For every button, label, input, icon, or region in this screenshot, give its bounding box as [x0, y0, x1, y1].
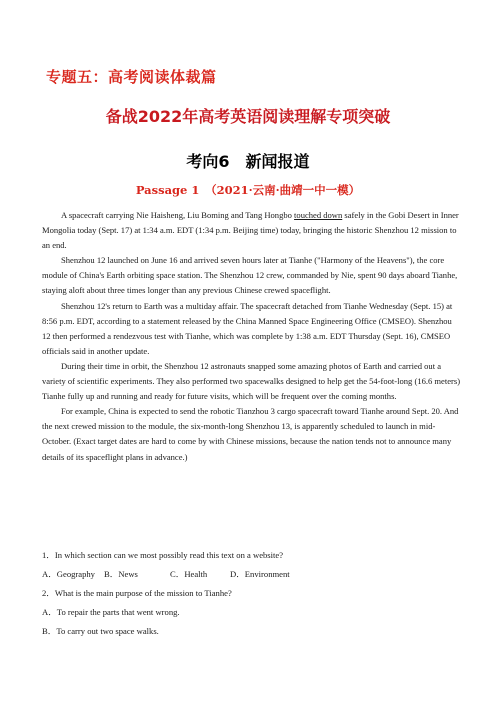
main-title: 备战2022年高考英语阅读理解专项突破 [105, 107, 391, 126]
article-paragraph-4: During their time in orbit, the Shenzhou 12 astronauts snapped some amazing photos of Earth and carried out a variety of scientific experiments. They also performed two spacewalks designed to help get the 54-foot-long (16.6 meters) Tianhe fully up and running and ready for future visits, which will be frequent over the coming months. [42, 360, 461, 402]
q2-option-b: B．To carry out two space walks. [42, 626, 159, 636]
q1-option-c: C．Health [170, 569, 208, 579]
article-paragraph-3: Shenzhou 12's return to Earth was a multiday affair. The spacecraft detached from Tianhe Wednesday (Sept. 15) at 8:56 p.m. EDT, according to a statement released by the China Manned Space Engineering Office (CMSEO). Shenzhou 12 then performed a rendezvous test with Tianhe, which was complete by 1:38 a.m. EDT Thursday (Sept. 16), CMSEO officials said in another update. [42, 300, 453, 356]
q2-option-a: A．To repair the parts that went wrong. [42, 607, 180, 617]
section-subtitle: 考向6 新闻报道 [186, 152, 310, 171]
topic-heading: 专题五：高考阅读体裁篇 [46, 68, 217, 86]
article-paragraph-5: For example, China is expected to send the robotic Tianzhou 3 cargo spacecraft toward Tianhe around Sept. 20. And the next crewed mission to the module, the six-month-long Shenzhou 13, is apparently scheduled to launch in mid-October. (Exact target dates are hard to come by with Chinese missions, because the nation tends not to announce many details of its spaceflight plans in advance.) [42, 406, 459, 462]
question-1: 1．In which section can we most possibly read this text on a website? [42, 550, 284, 560]
article-paragraph-2: Shenzhou 12 launched on June 16 and arrived seven hours later at Tianhe ("Harmony of the Heavens"), the core module of China's Earth orbiting space station. The Shenzhou 12 crew, commanded by Nie, spent 90 days aboard Tianhe, staying aloft about three times longer than any previous Chinese crewed spaceflight. [42, 255, 458, 296]
q1-option-b: B．News [104, 569, 138, 579]
underlined-phrase: touched down [294, 210, 343, 220]
passage-heading: Passage 1 （2021·云南·曲靖一中一模） [135, 183, 361, 197]
question-1-options [42, 568, 290, 580]
q1-option-a: A．Geography [42, 569, 95, 579]
question-2: 2．What is the main purpose of the mission to Tianhe? [42, 588, 232, 598]
q1-option-d: D．Environment [230, 569, 290, 579]
article-paragraph-1: A spacecraft carrying Nie Haisheng, Liu Boming and Tang Hongbo touched down safely in the Gobi Desert in Inner Mongolia today (Sept. 17) at 1:34 a.m. EDT (1:34 p.m. Beijing time) today, bringing the historic Shenzhou 12 mission to an end. [42, 210, 459, 251]
article-body [42, 208, 462, 465]
